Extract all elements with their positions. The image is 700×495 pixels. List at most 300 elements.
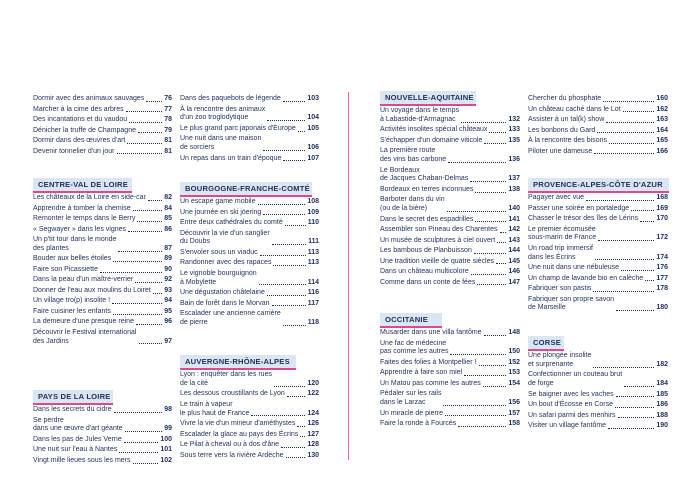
entry-title: Un champ de lavande bio en calèche bbox=[528, 274, 644, 282]
page-number: 177 bbox=[656, 274, 668, 282]
dot-leader bbox=[615, 407, 654, 408]
dot-leader bbox=[118, 251, 162, 252]
dot-leader bbox=[125, 431, 163, 432]
page-number: 147 bbox=[508, 278, 520, 286]
toc-entry bbox=[33, 137, 172, 146]
toc-entry bbox=[180, 401, 319, 419]
entry-title: Piloter une dameuse bbox=[528, 147, 593, 155]
toc-entry bbox=[380, 340, 520, 358]
page-number: 178 bbox=[656, 285, 668, 293]
dot-leader bbox=[100, 272, 162, 273]
entry-title: Un Matou pas comme les autres bbox=[380, 379, 481, 387]
entry-title: Une nuit sur l'eau à Nantes bbox=[33, 446, 118, 454]
entry-title: Visiter un village fantôme bbox=[528, 422, 607, 430]
toc-entry bbox=[33, 116, 172, 125]
page-number: 180 bbox=[656, 304, 668, 312]
entry-title: Vingt mille lieues sous les mers bbox=[33, 456, 131, 464]
page-number: 169 bbox=[656, 204, 668, 212]
entry-title: Escalader une ancienne carrière de pierre bbox=[180, 310, 281, 326]
entry-title: Un safari parmi des menhirs bbox=[528, 411, 616, 419]
toc-entry bbox=[180, 230, 319, 248]
toc-entry bbox=[528, 127, 668, 136]
entry-title: Un repas dans un train d'époque bbox=[180, 154, 282, 162]
toc-entry bbox=[380, 186, 520, 195]
toc-entry bbox=[528, 401, 668, 410]
entry-title: Musarder dans une villa fantôme bbox=[380, 329, 482, 336]
page-number: 122 bbox=[307, 390, 319, 398]
entry-title: Un escape game mobile bbox=[180, 198, 256, 205]
toc-entry bbox=[180, 125, 319, 134]
entry-title: Entre deux cathédrales du comté bbox=[180, 219, 283, 226]
dot-leader bbox=[119, 452, 158, 453]
entry-title: La première route des vins bas carbone bbox=[380, 147, 447, 164]
page-number: 79 bbox=[164, 126, 172, 134]
dot-leader bbox=[475, 192, 506, 193]
toc-entry bbox=[33, 255, 172, 264]
toc-entry bbox=[380, 258, 520, 267]
entry-title: Faites des folies à Montpellier ! bbox=[380, 358, 477, 366]
toc-entry bbox=[180, 310, 319, 328]
dot-leader bbox=[286, 457, 306, 458]
page-number: 185 bbox=[656, 390, 668, 398]
page-number: 78 bbox=[164, 116, 172, 123]
dot-leader bbox=[133, 210, 163, 211]
page-number: 165 bbox=[656, 137, 668, 144]
entry-title: À la rencontre des bisons bbox=[528, 137, 607, 144]
entry-title: Dans des paquebots de légende bbox=[180, 95, 281, 102]
page-number: 154 bbox=[508, 379, 520, 387]
dot-leader bbox=[470, 181, 506, 182]
page-number: 104 bbox=[307, 114, 319, 122]
entry-title: Dans le secret des espadrilles bbox=[380, 215, 474, 223]
entry-title: Dormir avec des animaux sauvages bbox=[33, 95, 145, 102]
dot-leader bbox=[272, 305, 306, 306]
entry-title: Sous terre vers la rivière Ardèche bbox=[180, 451, 284, 459]
dot-leader bbox=[114, 412, 163, 413]
entry-title: S'échapper d'un domaine viticole bbox=[380, 136, 483, 144]
dot-leader bbox=[593, 291, 654, 292]
toc-entry bbox=[380, 410, 520, 419]
toc-entry bbox=[380, 359, 520, 368]
toc-entry bbox=[180, 259, 319, 268]
toc-entry bbox=[528, 205, 668, 214]
dot-leader bbox=[263, 214, 305, 215]
page-number: 82 bbox=[164, 194, 172, 201]
toc-entry bbox=[33, 236, 172, 254]
page-number: 92 bbox=[164, 276, 172, 284]
page-number: 182 bbox=[656, 360, 668, 368]
page-number: 99 bbox=[164, 425, 172, 433]
page-number: 111 bbox=[308, 238, 319, 246]
toc-entry bbox=[180, 371, 319, 389]
entry-title: Les bonbons du Gard bbox=[528, 126, 596, 134]
entry-title: Le plus grand parc japonais d'Europe bbox=[180, 124, 296, 132]
toc-entry bbox=[180, 95, 319, 104]
page-number: 146 bbox=[508, 268, 520, 276]
entry-title: Le premier écomusée sous-marin de France bbox=[528, 225, 597, 242]
page-number: 84 bbox=[164, 204, 172, 212]
dot-leader bbox=[631, 210, 654, 211]
dot-leader bbox=[272, 244, 306, 245]
entry-title: Assembler son Pineau des Charentes bbox=[380, 226, 498, 234]
dot-leader bbox=[285, 225, 306, 226]
toc-entry bbox=[528, 371, 668, 389]
entry-title: Confectionner un couteau brut de forge bbox=[528, 371, 623, 388]
page-number: 114 bbox=[307, 278, 319, 286]
page-number: 107 bbox=[307, 154, 319, 162]
entry-title: Vivre la vie d'un mineur d'améthystes bbox=[180, 420, 296, 428]
entry-title: Lyon : enquêter dans les rues de la cité bbox=[180, 371, 272, 387]
page-number: 162 bbox=[656, 105, 668, 113]
dot-leader bbox=[447, 211, 507, 212]
page-number: 145 bbox=[508, 257, 520, 265]
page-number: 109 bbox=[307, 208, 319, 216]
dot-leader bbox=[298, 131, 306, 132]
page-number: 90 bbox=[164, 265, 172, 273]
toc-entry bbox=[180, 431, 319, 440]
toc-entry bbox=[380, 268, 520, 277]
page-number: 170 bbox=[656, 215, 668, 222]
page-number: 128 bbox=[307, 441, 319, 449]
toc-entry bbox=[380, 137, 520, 146]
toc-entry bbox=[180, 198, 319, 207]
dot-leader bbox=[448, 162, 506, 163]
entry-title: Chasser le trésor des îles de Lérins bbox=[528, 215, 639, 222]
page-number: 166 bbox=[656, 147, 668, 155]
page-number: 81 bbox=[164, 137, 172, 144]
entry-title: Assister à un tal(k) show bbox=[528, 116, 605, 123]
page-number: 113 bbox=[307, 248, 319, 256]
page-number: 94 bbox=[164, 297, 172, 305]
entry-title: Randonner avec des rapaces bbox=[180, 259, 272, 267]
page-number: 113 bbox=[307, 259, 319, 267]
toc-entry bbox=[33, 276, 172, 285]
center-divider bbox=[348, 92, 349, 460]
dot-leader bbox=[594, 153, 654, 154]
toc-entry bbox=[33, 406, 172, 415]
dot-leader bbox=[593, 367, 654, 368]
dot-leader bbox=[138, 132, 162, 133]
entry-title: Une journée en ski jöering bbox=[180, 208, 262, 216]
page-number: 137 bbox=[508, 175, 520, 183]
entry-title: Une fac de médecine pas comme les autres bbox=[380, 339, 449, 356]
page-number: 102 bbox=[160, 456, 172, 464]
dot-leader bbox=[483, 386, 507, 387]
page-number: 184 bbox=[656, 380, 668, 388]
section-heading: PAYS DE LA LOIRE bbox=[33, 390, 113, 403]
page-number: 130 bbox=[307, 451, 319, 459]
dot-leader bbox=[496, 263, 506, 264]
toc-entry bbox=[180, 452, 319, 461]
entry-title: Un voyage dans le temps à Labastide-d'Armagnac bbox=[380, 107, 459, 123]
dot-leader bbox=[609, 143, 654, 144]
entry-title: Un village tro(p) insolite ! bbox=[33, 297, 111, 305]
dot-leader bbox=[445, 415, 506, 416]
section-heading: NOUVELLE-AQUITAINE bbox=[380, 91, 476, 104]
toc-entry bbox=[33, 194, 172, 203]
dot-leader bbox=[471, 274, 507, 275]
entry-title: Une tradition vieille de quatre siècles bbox=[380, 257, 495, 265]
entry-title: Passer une soirée en portaledge bbox=[528, 204, 630, 212]
toc-entry bbox=[528, 352, 668, 370]
section-heading: AUVERGNE-RHÔNE-ALPES bbox=[180, 355, 296, 368]
toc-entry bbox=[180, 420, 319, 429]
dot-leader bbox=[479, 365, 507, 366]
entry-title: Faire la ronde à Fourcès bbox=[380, 420, 457, 428]
toc-entry bbox=[380, 420, 520, 429]
dot-leader bbox=[586, 200, 654, 201]
page-number: 96 bbox=[164, 318, 172, 326]
dot-leader bbox=[113, 314, 162, 315]
toc-entry bbox=[180, 270, 319, 288]
page-number: 105 bbox=[307, 124, 319, 132]
page-number: 150 bbox=[508, 348, 520, 356]
dot-leader bbox=[117, 153, 163, 154]
page-number: 176 bbox=[656, 264, 668, 272]
dot-leader bbox=[621, 270, 654, 271]
entry-title: Le Bordeaux de Jacques Chaban-Delmas bbox=[380, 166, 469, 183]
page-number: 144 bbox=[508, 247, 520, 255]
entry-title: Marcher à la cime des arbres bbox=[33, 105, 124, 113]
dot-leader bbox=[274, 386, 305, 387]
page-number: 87 bbox=[164, 244, 172, 252]
dot-leader bbox=[474, 253, 506, 254]
entry-title: Escalader la glace au pays des Écrins bbox=[180, 430, 299, 438]
page-number: 81 bbox=[164, 147, 172, 155]
dot-leader bbox=[489, 132, 506, 133]
dot-leader bbox=[153, 293, 163, 294]
page-number: 135 bbox=[508, 136, 520, 144]
entry-title: Dans les pas de Jules Verne bbox=[33, 435, 122, 443]
dot-leader bbox=[443, 405, 506, 406]
page-number: 148 bbox=[508, 329, 520, 336]
entry-title: Découvrir le Festival international des Jardins bbox=[33, 328, 137, 345]
dot-leader bbox=[616, 396, 655, 397]
toc-entry bbox=[380, 390, 520, 408]
section-heading: CORSE bbox=[528, 336, 564, 349]
dot-leader bbox=[281, 447, 305, 448]
entry-title: Découvrir la vie d'un sanglier du Doubs bbox=[180, 229, 270, 246]
entry-title: Le vignoble bourguignon à Mobylette bbox=[180, 269, 257, 286]
entry-title: Apprendre à tomber la chemise bbox=[33, 204, 131, 212]
toc-entry bbox=[528, 245, 668, 263]
toc-entry bbox=[528, 95, 668, 104]
toc-entry bbox=[33, 457, 172, 466]
dot-leader bbox=[475, 221, 506, 222]
entry-title: Un p'tit tour dans le monde des plantes bbox=[33, 236, 117, 252]
toc-entry bbox=[380, 196, 520, 214]
entry-title: Les dessous croustillants de Lyon bbox=[180, 390, 285, 398]
toc-entry bbox=[528, 391, 668, 400]
entry-title: Dans les secrets du cidre bbox=[33, 406, 112, 413]
entry-title: Se perdre dans une œuvre d'art géante bbox=[33, 416, 123, 433]
page-number: 152 bbox=[508, 358, 520, 366]
dot-leader bbox=[450, 354, 506, 355]
page-number: 85 bbox=[164, 215, 172, 222]
entry-title: Remonter le temps dans le Berry bbox=[33, 215, 136, 222]
page-number: 126 bbox=[307, 420, 319, 428]
page-number: 143 bbox=[508, 236, 520, 244]
dot-leader bbox=[126, 111, 163, 112]
entry-title: Un bout d'Écosse en Corse bbox=[528, 401, 613, 409]
toc-entry bbox=[33, 95, 172, 104]
entry-title: Pédaler sur les rails dans le Larzac bbox=[380, 390, 442, 407]
page-number: 127 bbox=[307, 430, 319, 438]
dot-leader bbox=[464, 375, 506, 376]
toc-entry bbox=[180, 155, 319, 164]
entry-title: Chercher du phosphate bbox=[528, 95, 602, 102]
entry-title: Une nuit dans une nébuleuse bbox=[528, 264, 620, 272]
page-number: 89 bbox=[164, 255, 172, 263]
toc-entry bbox=[528, 194, 668, 203]
section-heading: PROVENCE-ALPES-CÔTE D'AZUR bbox=[528, 178, 669, 191]
page-number: 156 bbox=[508, 399, 520, 407]
page-number: 190 bbox=[656, 422, 668, 430]
page-number: 97 bbox=[164, 337, 172, 345]
toc-entry bbox=[33, 329, 172, 347]
entry-title: Bouder aux belles étoiles bbox=[33, 255, 112, 263]
entry-title: Donner de l'eau aux moulins du Loiret bbox=[33, 286, 151, 294]
toc-entry bbox=[33, 148, 172, 157]
toc-entry bbox=[33, 205, 172, 214]
page-number: 76 bbox=[164, 95, 172, 102]
toc-entry bbox=[180, 300, 319, 309]
toc-entry bbox=[33, 436, 172, 445]
toc-entry bbox=[528, 275, 668, 284]
dot-leader bbox=[267, 120, 305, 121]
page-number: 103 bbox=[307, 95, 319, 102]
toc-entry bbox=[33, 297, 172, 306]
toc-entry bbox=[33, 308, 172, 317]
page-number: 95 bbox=[164, 307, 172, 315]
toc-entry bbox=[380, 167, 520, 185]
dot-leader bbox=[606, 122, 654, 123]
page-number: 186 bbox=[656, 401, 668, 409]
dot-leader bbox=[283, 160, 305, 161]
entry-title: Fabriquer son pastis bbox=[528, 285, 592, 293]
dot-leader bbox=[598, 240, 654, 241]
page-number: 77 bbox=[164, 105, 172, 113]
page-number: 101 bbox=[160, 446, 172, 454]
page-number: 157 bbox=[508, 409, 520, 417]
entry-title: Pagayer avec vue bbox=[528, 194, 585, 201]
entry-title: S'envoler sous un viaduc bbox=[180, 248, 258, 256]
page-number: 138 bbox=[508, 185, 520, 193]
dot-leader bbox=[273, 265, 305, 266]
dot-leader bbox=[148, 200, 162, 201]
toc-entry bbox=[528, 226, 668, 244]
dot-leader bbox=[618, 417, 655, 418]
dot-leader bbox=[124, 442, 159, 443]
toc-entry bbox=[380, 247, 520, 256]
entry-title: Devenir tonnelier d'un jour bbox=[33, 147, 115, 155]
entry-title: Activités insolites spécial châteaux bbox=[380, 126, 488, 134]
dot-leader bbox=[283, 101, 306, 102]
entry-title: Se baigner avec les vaches bbox=[528, 390, 614, 398]
entry-title: Comme dans un conte de fées bbox=[380, 278, 476, 286]
dot-leader bbox=[608, 428, 654, 429]
page-number: 132 bbox=[508, 115, 520, 123]
dot-leader bbox=[259, 284, 306, 285]
page-number: 117 bbox=[307, 299, 319, 307]
toc-entry bbox=[380, 369, 520, 378]
toc-entry bbox=[380, 226, 520, 235]
dot-leader bbox=[251, 415, 305, 416]
page-number: 133 bbox=[508, 126, 520, 134]
entry-title: Le Pilat à cheval ou à dos d'âne bbox=[180, 441, 280, 449]
toc-entry bbox=[180, 219, 319, 228]
section-heading: CENTRE-VAL DE LOIRE bbox=[33, 178, 132, 191]
dot-leader bbox=[500, 232, 507, 233]
toc-entry bbox=[33, 417, 172, 435]
toc-entry bbox=[180, 249, 319, 258]
entry-title: Bordeaux en terres inconnues bbox=[380, 185, 474, 193]
dot-leader bbox=[258, 204, 306, 205]
entry-title: Barboter dans du vin (ou de la bière) bbox=[380, 196, 445, 213]
toc-entry bbox=[528, 422, 668, 431]
page-number: 124 bbox=[307, 409, 319, 417]
page-number: 120 bbox=[307, 379, 319, 387]
page-number: 86 bbox=[164, 225, 172, 233]
toc-entry bbox=[33, 266, 172, 275]
dot-leader bbox=[267, 295, 306, 296]
toc-entry bbox=[33, 215, 172, 224]
page-number: 168 bbox=[656, 194, 668, 201]
entry-title: Un miracle de pierre bbox=[380, 409, 444, 417]
toc-entry bbox=[380, 329, 520, 338]
dot-leader bbox=[113, 261, 162, 262]
toc-entry bbox=[33, 446, 172, 455]
dot-leader bbox=[137, 221, 162, 222]
toc-entry bbox=[528, 116, 668, 125]
dot-leader bbox=[477, 284, 506, 285]
toc-entry bbox=[180, 106, 319, 124]
dot-leader bbox=[624, 386, 654, 387]
dot-leader bbox=[139, 343, 163, 344]
entry-title: Une dégustation châtelaine bbox=[180, 289, 265, 297]
toc-entry bbox=[33, 226, 172, 235]
entry-title: Un road trip immersif dans les Écrins bbox=[528, 244, 593, 261]
toc-entry bbox=[380, 107, 520, 125]
dot-leader bbox=[497, 242, 506, 243]
entry-title: Les bambous de Planbuisson bbox=[380, 247, 472, 255]
toc-entry bbox=[528, 264, 668, 273]
entry-title: Une nuit dans une maison de sorciers bbox=[180, 135, 262, 152]
section-heading: BOURGOGNE-FRANCHE-COMTÉ bbox=[180, 182, 312, 195]
entry-title: Dormir dans des œuvres d'art bbox=[33, 137, 126, 144]
page-number: 108 bbox=[307, 198, 319, 205]
entry-title: La demeure d'une presque reine bbox=[33, 318, 134, 326]
entry-title: À la rencontre des animaux d'un zoo troglodytique bbox=[180, 105, 266, 122]
dot-leader bbox=[603, 101, 654, 102]
page-number: 188 bbox=[656, 411, 668, 419]
toc-entry bbox=[180, 441, 319, 450]
page-number: 106 bbox=[307, 144, 319, 152]
page-number: 116 bbox=[307, 289, 319, 297]
entry-title: Un château caché dans le Lot bbox=[528, 105, 621, 113]
section-heading: OCCITANIE bbox=[380, 313, 442, 326]
toc-entry bbox=[528, 412, 668, 421]
page-number: 142 bbox=[508, 226, 520, 234]
dot-leader bbox=[146, 101, 162, 102]
toc-entry bbox=[33, 127, 172, 136]
dot-leader bbox=[484, 143, 506, 144]
dot-leader bbox=[136, 324, 162, 325]
dot-leader bbox=[597, 132, 654, 133]
toc-entry bbox=[33, 318, 172, 327]
page-number: 100 bbox=[160, 435, 172, 443]
entry-title: Un musée de sculptures à ciel ouvert bbox=[380, 236, 496, 244]
